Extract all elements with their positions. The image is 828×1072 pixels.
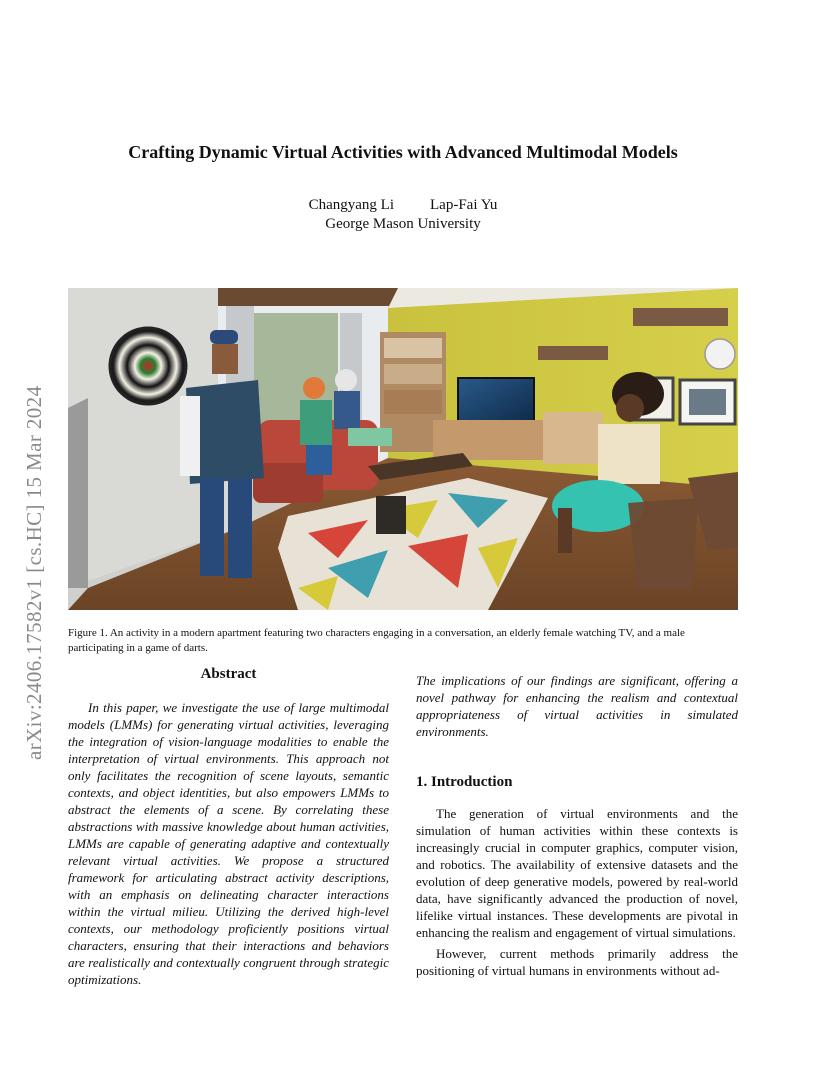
- author-block: [68, 196, 738, 234]
- teaser-figure: [68, 288, 738, 610]
- paper-title: Crafting Dynamic Virtual Activities with Advanced Multimodal Models: [128, 142, 678, 162]
- author-affiliation: George Mason University: [325, 216, 481, 232]
- introduction-heading: 1. Introduction: [416, 774, 513, 790]
- author-list: [68, 196, 738, 215]
- left-column: [68, 666, 389, 988]
- abstract-heading: Abstract: [200, 666, 257, 682]
- introduction-paragraph: However, current methods primarily address the positioning of virtual humans in environments without ad-: [416, 946, 738, 978]
- introduction-paragraph: The generation of virtual environments and the simulation of human activities within these contexts is increasingly crucial in computer graphics, computer vision, and robotics. The availability of extensive datasets and the evolution of deep generative models, powered by real-world data, have significantly advanced the production of novel, lifelike virtual instances. These developments are pivotal in enhancing the realism and engagement of virtual simulations.: [416, 806, 738, 940]
- apartment-scene-render: [68, 288, 738, 610]
- abstract-continuation: The implications of our findings are significant, offering a novel pathway for enhancing the realism and contextual appropriateness of virtual activities in simulated environments.: [416, 673, 738, 739]
- figure-caption: Figure 1. An activity in a modern apartment featuring two characters engaging in a conversation, an elderly female watching TV, and a male participating in a game of darts.: [68, 627, 685, 654]
- author-name: Changyang Li: [308, 197, 395, 213]
- right-column: [416, 672, 738, 983]
- abstract-body: In this paper, we investigate the use of large multimodal models (LMMs) for generating virtual activities, leveraging the integration of vision-language modalities to enable the interpretation of virtual environments. This approach not only facilitates the recognition of scene layouts, semantic contexts, and object identities, but also empowers LMMs to abstract the elements of a scene. By correlating these abstractions with massive knowledge about human activities, LMMs are capable of generating adaptive and contextually relevant virtual activities. We propose a structured framework for articulating abstract activity descriptions, with an emphasis on delineating character interactions within the virtual milieu. Utilizing the derived high-level contexts, our methodology proficiently positions virtual characters, ensuring that their interactions and behaviors are realistically and contextually congruent through strategic optimizations.: [68, 700, 389, 987]
- arxiv-identifier: arXiv:2406.17582v1 [cs.HC] 15 Mar 2024: [22, 385, 46, 760]
- author-name: Lap-Fai Yu: [430, 197, 498, 213]
